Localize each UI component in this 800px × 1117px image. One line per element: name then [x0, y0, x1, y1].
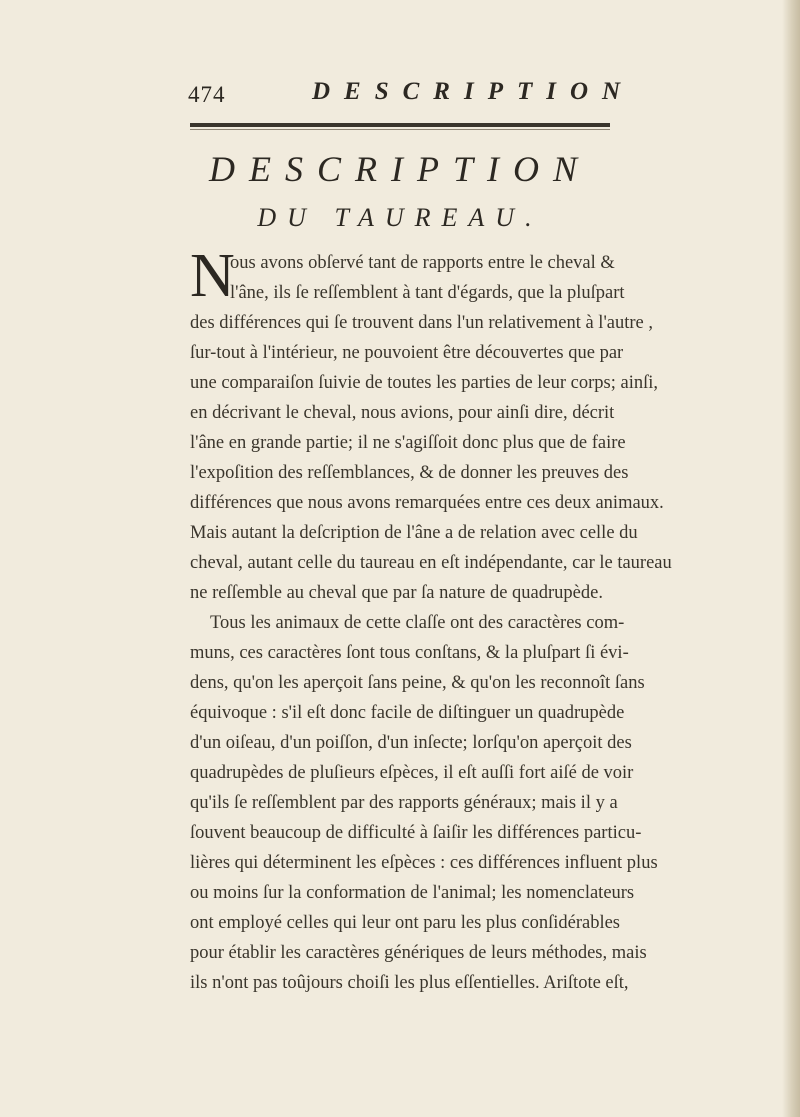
text-line: ou moins ſur la conformation de l'animal; les nomenclateurs: [190, 883, 635, 903]
text-line: ous avons obſervé tant de rapports entre le cheval &: [230, 253, 615, 273]
text-line: cheval, autant celle du taureau en eſt indépendante, car le taureau: [190, 553, 672, 573]
header-rule: [190, 123, 610, 127]
text-line: l'âne en grande partie; il ne s'agiſſoit donc plus que de faire: [190, 433, 626, 453]
text-line: l'âne, ils ſe reſſemblent à tant d'égards, que la pluſpart: [230, 283, 625, 303]
text-line: ne reſſemble au cheval que par ſa nature de quadrupède.: [190, 583, 603, 603]
text-line: ſouvent beaucoup de difficulté à ſaiſir les différences particu-: [190, 823, 642, 843]
text-line: dens, qu'on les aperçoit ſans peine, & qu'on les reconnoît ſans: [190, 673, 645, 693]
text-line: l'expoſition des reſſemblances, & de donner les preuves des: [190, 463, 629, 483]
text-line: pour établir les caractères génériques de leurs méthodes, mais: [190, 943, 647, 963]
text-line: des différences qui ſe trouvent dans l'un relativement à l'autre ,: [190, 313, 654, 333]
header-rule-thin: [190, 129, 610, 130]
text-line: en décrivant le cheval, nous avions, pour ainſi dire, décrit: [190, 403, 615, 423]
chapter-title: DESCRIPTION: [209, 149, 591, 189]
text-line: équivoque : s'il eſt donc facile de diſtinguer un quadrupède: [190, 703, 625, 723]
text-line: ils n'ont pas toûjours choiſi les plus eſſentielles. Ariſtote eſt,: [190, 973, 629, 993]
text-line: muns, ces caractères ſont tous conſtans, & la pluſpart ſi évi-: [190, 643, 629, 663]
text-line: une comparaiſon ſuivie de toutes les parties de leur corps; ainſi,: [190, 373, 659, 393]
text-line: d'un oiſeau, d'un poiſſon, d'un inſecte; lorſqu'on aperçoit des: [190, 733, 632, 753]
text-line: quadrupèdes de pluſieurs eſpèces, il eſt auſſi fort aiſé de voir: [190, 763, 634, 783]
text-line: ont employé celles qui leur ont paru les plus conſidérables: [190, 913, 621, 933]
running-title: DESCRIPTION: [312, 78, 635, 105]
text-line: Mais autant la deſcription de l'âne a de relation avec celle du: [190, 523, 638, 543]
chapter-subtitle: DU TAUREAU.: [257, 203, 543, 232]
text-line: qu'ils ſe reſſemblent par des rapports généraux; mais il y a: [190, 793, 618, 813]
body-text: [190, 242, 672, 998]
text-line: Tous les animaux de cette claſſe ont des caractères com-: [210, 613, 625, 633]
page-number: 474: [188, 82, 226, 107]
drop-cap: N: [190, 242, 235, 310]
running-head: [0, 78, 800, 118]
text-line: différences que nous avons remarquées entre ces deux animaux.: [190, 493, 664, 513]
text-line: ſur-tout à l'intérieur, ne pouvoient être découvertes que par: [190, 343, 624, 363]
text-line: lières qui déterminent les eſpèces : ces différences influent plus: [190, 853, 658, 873]
